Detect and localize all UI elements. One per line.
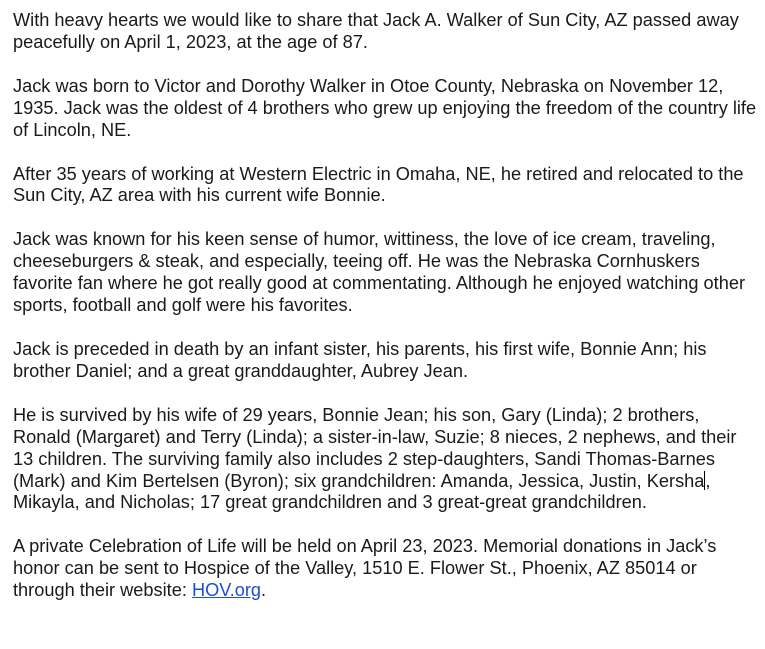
paragraph-interests: Jack was known for his keen sense of humor, wittiness, the love of ice cream, traveling, cheeseburgers & steak, and especially, teeing off. He was the Nebraska Cornhuskers favorite fan where he got really good at commentating. Although he enjoyed watching other sports, football and golf were his favorites. (13, 229, 746, 316)
paragraph-announcement: With heavy hearts we would like to share that Jack A. Walker of Sun City, AZ passed away peacefully on April 1, 2023, at the age of 87. (13, 10, 739, 52)
survived-text-before-caret: He is survived by his wife of 29 years, Bonnie Jean; his son, Gary (Linda); 2 brothers, Ronald (Margaret) and Terry (Linda); a sister-in-law, Suzie; 8 nieces, 2 nephews, and their 13 children. The surviving family also includes 2 step-daughters, Sandi Thomas-Barnes (Mark) and Kim Bertelsen (Byron); six grandchildren: Amanda, Jessica, Justin, Kersha (13, 404, 737, 491)
paragraph-memorial (13, 536, 758, 602)
paragraph-preceded: Jack is preceded in death by an infant sister, his parents, his first wife, Bonnie Ann; his brother Daniel; and a great granddaughter, Aubrey Jean. (13, 338, 707, 381)
paragraph-survived (13, 405, 758, 515)
memorial-text: A private Celebration of Life will be held on April 23, 2023. Memorial donations in Jack’s honor can be sent to Hospice of the Valley, 1510 E. Flower St., Phoenix, AZ 85014 or through their website: (13, 536, 717, 601)
paragraph-career: After 35 years of working at Western Electric in Omaha, NE, he retired and relocated to the Sun City, AZ area with his current wife Bonnie. (13, 163, 744, 206)
survived-text-after-caret: , Mikayla, and Nicholas; 17 great grandchildren and 3 great-great grandchildren. (13, 470, 711, 513)
hov-website-link[interactable]: HOV.org (191, 580, 262, 601)
obituary-document (13, 10, 758, 602)
memorial-period: . (261, 580, 267, 601)
paragraph-birth: Jack was born to Victor and Dorothy Walker in Otoe County, Nebraska on November 12, 1935. Jack was the oldest of 4 brothers who grew up enjoying the freedom of the country life of Lincoln, NE. (13, 75, 757, 140)
